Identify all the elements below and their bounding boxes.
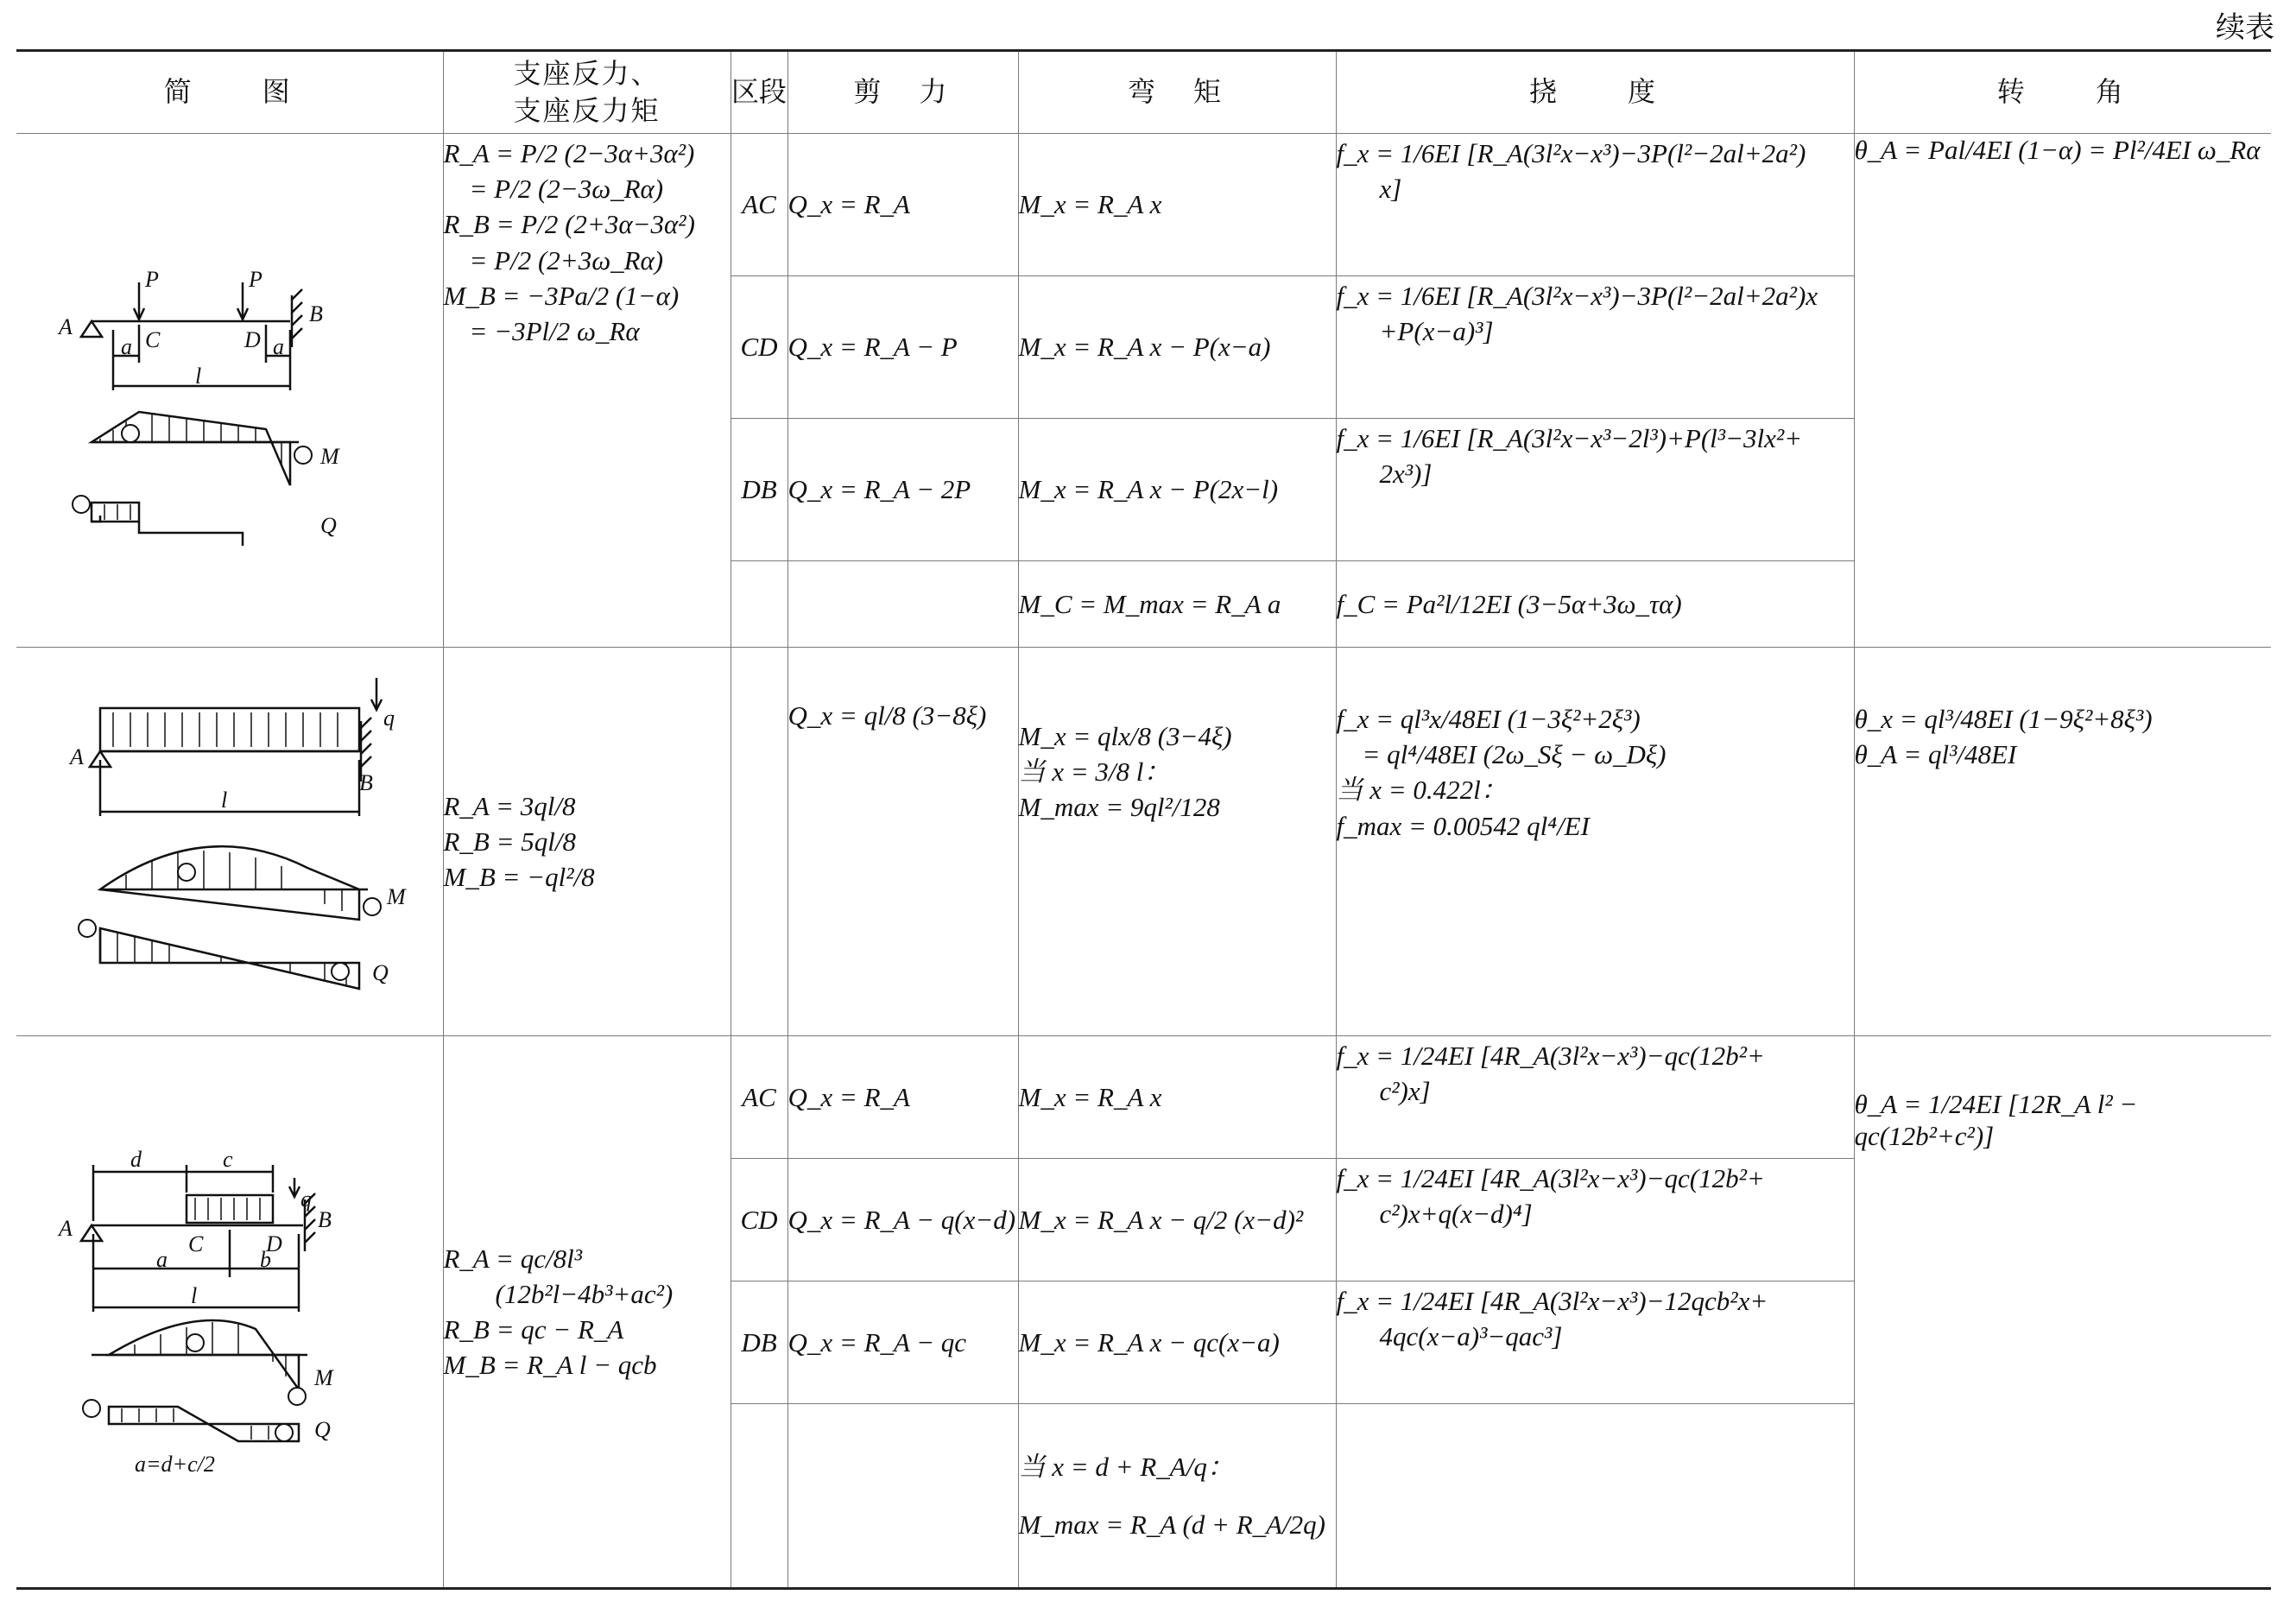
row1-diagram-cell (16, 134, 443, 648)
row1-segment-ac (16, 134, 2271, 276)
row3-shear (787, 1404, 1018, 1589)
row3-segment-label: AC (731, 1036, 787, 1159)
row1-label-d: D (244, 327, 261, 352)
row3-label-note: a=d+c/2 (134, 1452, 215, 1477)
row3-moment: M_x = R_A x − qc(x−a) (1018, 1281, 1336, 1404)
deflection-line: f_x = 1/24EI [4R_A(3l²x−x³)−qc(12b²+ (1336, 1163, 1765, 1193)
row3-label-d: D (265, 1231, 282, 1256)
row1-segment-label: CD (731, 276, 787, 419)
deflection-line: f_x = 1/6EI [R_A(3l²x−x³−2l³)+P(l³−3lx²+ (1336, 423, 1803, 453)
row3-beam-diagram (40, 1130, 420, 1493)
row2-rotation-line: θ_x = ql³/48EI (1−9ξ²+8ξ³) (1854, 704, 2153, 734)
row3-rotation: θ_A = 1/24EI [12R_A l² − qc(12b²+c²)] (1854, 1036, 2271, 1589)
row3-label-b-support: B (317, 1207, 332, 1232)
row1-shear (787, 561, 1018, 648)
row3-label-a-support: A (58, 1216, 73, 1241)
row3-reaction-cell (443, 1036, 731, 1589)
row1-reaction-line: R_A = P/2 (2−3α+3α²) (443, 138, 695, 168)
row3-reaction-line: (12b²l−4b³+ac²) (495, 1278, 674, 1309)
row3-deflection (1336, 1036, 1854, 1159)
row3-reaction-line: R_A = qc/8l³ (443, 1243, 583, 1274)
row2-diagram-cell (16, 648, 443, 1036)
row2-label-m: M (386, 883, 406, 909)
row3-label-c-dim: c (222, 1147, 233, 1172)
row1-reaction-cell (443, 134, 731, 648)
deflection-line: 4qc(x−a)³−qac³] (1379, 1321, 1563, 1352)
header-deflection: 挠 度 (1336, 51, 1854, 134)
row3-shear: Q_x = R_A − q(x−d) (787, 1159, 1018, 1281)
row2-moment-cell (1018, 648, 1336, 1036)
header-row (16, 51, 2271, 134)
row3-deflection-empty (1336, 1404, 1854, 1589)
row1-deflection (1336, 419, 1854, 561)
row2-deflection-line: f_x = ql³x/48EI (1−3ξ²+2ξ³) (1336, 704, 1641, 734)
row3-moment: M_x = R_A x − q/2 (x−d)² (1018, 1159, 1336, 1281)
row3-label-q: Q (313, 1417, 331, 1442)
deflection-line: f_x = 1/6EI [R_A(3l²x−x³)−3P(l²−2al+2a²) (1336, 138, 1806, 168)
row2-reaction-cell (443, 648, 731, 1036)
row1-label-p2: P (248, 267, 262, 292)
row1-beam-diagram (40, 235, 420, 546)
row3-moment: M_x = R_A x (1018, 1036, 1336, 1159)
row2-label-q-load: q (383, 705, 395, 731)
row1-label-q: Q (319, 513, 337, 538)
header-segment: 区段 (731, 51, 787, 134)
deflection-line: x] (1379, 174, 1402, 205)
row1-segment-label: DB (731, 419, 787, 561)
row1-moment: M_x = R_A x − P(2x−l) (1018, 419, 1336, 561)
row2-reaction-line: M_B = −ql²/8 (443, 862, 595, 893)
row2-label-l: l (220, 787, 227, 813)
row3-segment-label: DB (731, 1281, 787, 1404)
row2-moment-line: 当 x = 3/8 l： (1018, 756, 1171, 788)
row3-shear: Q_x = R_A − qc (787, 1281, 1018, 1404)
row2 (16, 648, 2271, 1036)
row1-reaction-line: M_B = −3Pa/2 (1−α) (443, 280, 680, 311)
row2-moment-line: M_x = qlx/8 (3−4ξ) (1018, 721, 1232, 751)
row1-label-p1: P (144, 267, 159, 292)
row1-reaction-line: = −3Pl/2 ω_Rα (469, 315, 640, 346)
row2-rotation-line: θ_A = ql³/48EI (1854, 739, 2017, 770)
row3-label-d-dim: d (130, 1147, 142, 1172)
row2-label-q: Q (371, 959, 389, 985)
row1-reaction-line: R_B = P/2 (2+3α−3α²) (443, 209, 695, 240)
row3-deflection (1336, 1281, 1854, 1404)
beam-formula-table (16, 49, 2271, 1590)
row3-moment-max-line: M_max = R_A (d + R_A/2q) (1018, 1509, 1326, 1540)
row3-segment-ac (16, 1036, 2271, 1159)
row2-rotation-cell (1854, 648, 2271, 1036)
row1-label-a2: a (272, 334, 284, 359)
header-reaction: 支座反力、 支座反力矩 (443, 51, 731, 134)
row1-moment: M_x = R_A x − P(x−a) (1018, 276, 1336, 419)
row3-label-a-dim: a (155, 1247, 168, 1272)
row1-label-a1: a (120, 334, 132, 359)
row2-label-b-support: B (358, 769, 373, 795)
deflection-line: 2x³)] (1379, 459, 1433, 490)
row2-deflection-line: f_max = 0.00542 ql⁴/EI (1336, 810, 1590, 841)
row3-label-q-load: q (300, 1187, 312, 1212)
row1-rotation: θ_A = Pal/4EI (1−α) = Pl²/4EI ω_Rα (1854, 134, 2271, 648)
row1-reaction-line: = P/2 (2+3ω_Rα) (469, 244, 664, 275)
row3-segment-label (731, 1404, 787, 1589)
continued-label: 续表 (2216, 12, 2274, 44)
row1-reaction-line: = P/2 (2−3ω_Rα) (469, 174, 664, 205)
header-moment: 弯 矩 (1018, 51, 1336, 134)
row3-diagram-cell (16, 1036, 443, 1589)
row2-reaction-line: R_B = 5ql/8 (443, 826, 577, 857)
row3-label-c: C (187, 1231, 204, 1256)
header-shear: 剪 力 (787, 51, 1018, 134)
row2-moment-line: M_max = 9ql²/128 (1018, 792, 1220, 823)
row1-deflection (1336, 276, 1854, 419)
row1-deflection-max: f_C = Pa²l/12EI (3−5α+3ω_τα) (1336, 561, 1854, 648)
row2-deflection-line: = ql⁴/48EI (2ω_Sξ − ω_Dξ) (1362, 739, 1667, 770)
row1-shear: Q_x = R_A − 2P (787, 419, 1018, 561)
row3-label-b-dim: b (259, 1247, 271, 1272)
row3-deflection (1336, 1159, 1854, 1281)
row1-segment-label: AC (731, 134, 787, 276)
header-diagram: 简 图 (16, 51, 443, 134)
row2-deflection-line: 当 x = 0.422l： (1336, 775, 1508, 806)
row1-label-b-support: B (308, 301, 323, 326)
row3-shear: Q_x = R_A (787, 1036, 1018, 1159)
deflection-line: c²)x] (1379, 1076, 1431, 1107)
row1-moment-max: M_C = M_max = R_A a (1018, 561, 1336, 648)
row3-label-m: M (313, 1365, 333, 1390)
deflection-line: f_x = 1/24EI [4R_A(3l²x−x³)−qc(12b²+ (1336, 1041, 1765, 1071)
row1-deflection (1336, 134, 1854, 276)
row1-shear: Q_x = R_A − P (787, 276, 1018, 419)
header-rotation: 转 角 (1854, 51, 2271, 134)
row2-reaction-line: R_A = 3ql/8 (443, 790, 576, 821)
row3-reaction-line: R_B = qc − R_A (443, 1314, 624, 1345)
row1-label-c: C (144, 327, 161, 352)
row2-beam-diagram (48, 678, 411, 1006)
deflection-line: c²)x+q(x−d)⁴] (1379, 1199, 1533, 1230)
row1-shear: Q_x = R_A (787, 134, 1018, 276)
deflection-line: f_x = 1/24EI [4R_A(3l²x−x³)−12qcb²x+ (1336, 1286, 1768, 1316)
row3-moment-max-cell (1018, 1404, 1336, 1589)
row3-reaction-line: M_B = R_A l − qcb (443, 1350, 657, 1381)
row2-segment-label (731, 648, 787, 1036)
row1-label-m: M (319, 444, 339, 469)
row2-label-a-support: A (69, 744, 84, 769)
row1-label-l: l (194, 364, 201, 389)
row2-deflection-cell (1336, 648, 1854, 1036)
deflection-line: +P(x−a)³] (1379, 316, 1494, 347)
deflection-line: f_x = 1/6EI [R_A(3l²x−x³)−3P(l²−2al+2a²)x (1336, 281, 1818, 311)
row3-segment-label: CD (731, 1159, 787, 1281)
row1-segment-label (731, 561, 787, 648)
row3-label-l: l (190, 1283, 197, 1308)
row1-moment: M_x = R_A x (1018, 134, 1336, 276)
row2-shear: Q_x = ql/8 (3−8ξ) (787, 648, 1018, 1036)
row3-moment-max-line: 当 x = d + R_A/q： (1018, 1451, 1234, 1482)
row1-label-a-support: A (58, 314, 73, 339)
